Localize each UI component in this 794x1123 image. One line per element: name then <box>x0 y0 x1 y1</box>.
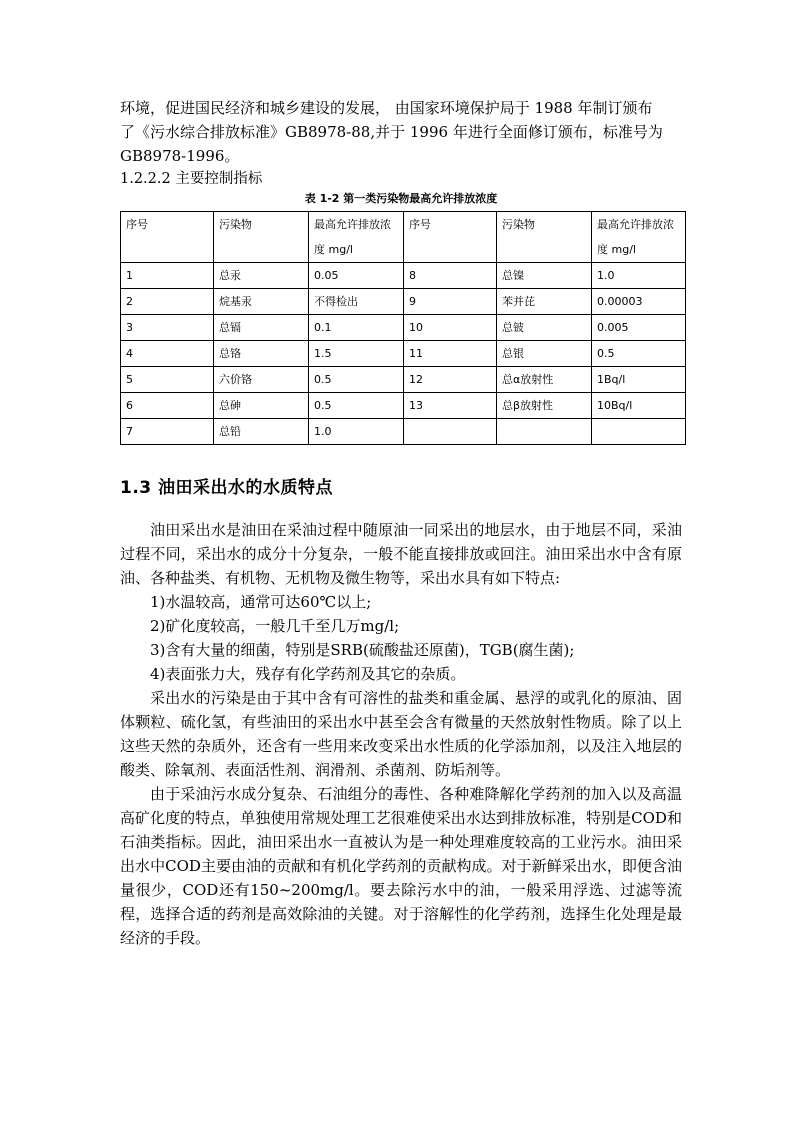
table-cell: 0.5 <box>309 367 404 393</box>
table-title: 表 1-2 第一类污染物最高允许排放浓度 <box>304 192 498 205</box>
list-item: 1)水温较高，通常可达60℃以上; <box>150 593 372 611</box>
table-cell: 总铬 <box>214 341 309 367</box>
table-cell: 六价铬 <box>214 367 309 393</box>
intro-line-3: GB8978-1996。 <box>120 147 240 165</box>
table-cell: 总镉 <box>214 315 309 341</box>
table-cell: 0.00003 <box>592 289 686 315</box>
table-cell: 0.1 <box>309 315 404 341</box>
table-row <box>121 289 686 315</box>
table-cell: 6 <box>121 393 214 419</box>
table-cell: 0.005 <box>592 315 686 341</box>
table-cell: 10 <box>404 315 497 341</box>
table-row <box>121 341 686 367</box>
table-cell: 总镍 <box>497 263 592 289</box>
table-cell: 0.05 <box>309 263 404 289</box>
table-row <box>121 367 686 393</box>
table-cell: 2 <box>121 289 214 315</box>
header-cell-limit: 最高允许排放浓度 mg/l <box>592 212 686 263</box>
table-cell: 4 <box>121 341 214 367</box>
table-cell: 1.0 <box>309 419 404 445</box>
table-cell: 总β放射性 <box>497 393 592 419</box>
table-cell: 11 <box>404 341 497 367</box>
table-cell: 1.5 <box>309 341 404 367</box>
table-cell: 总银 <box>497 341 592 367</box>
pollutant-table <box>120 211 686 445</box>
table-cell: 1Bq/l <box>592 367 686 393</box>
list-item: 3)含有大量的细菌，特别是SRB(硫酸盐还原菌)，TGB(腐生菌); <box>150 641 575 659</box>
table-cell <box>497 419 592 445</box>
intro-line-1: 环境，促进国民经济和城乡建设的发展， 由国家环境保护局于 1988 年制订颁布 <box>120 99 653 117</box>
table-cell: 13 <box>404 393 497 419</box>
paragraph-2: 采出水的污染是由于其中含有可溶性的盐类和重金属、悬浮的或乳化的原油、固体颗粒、硫化氢，有些油田的采出水中甚至会含有微量的天然放射性物质。除了以上这些天然的杂质外，还含有一些用来改变采出水性质的化学添加剂，以及注入地层的酸类、除氧剂、表面活性剂、润滑剂、杀菌剂、防垢剂等。 <box>120 689 682 779</box>
table-cell: 总汞 <box>214 263 309 289</box>
table-cell: 总铍 <box>497 315 592 341</box>
table-cell: 3 <box>121 315 214 341</box>
table-cell: 总α放射性 <box>497 367 592 393</box>
section-title: 1.3 油田采出水的水质特点 <box>120 478 334 498</box>
table-cell: 7 <box>121 419 214 445</box>
table-cell: 8 <box>404 263 497 289</box>
header-cell-limit: 最高允许排放浓度 mg/l <box>309 212 404 263</box>
table-cell: 10Bq/l <box>592 393 686 419</box>
table-cell: 总铅 <box>214 419 309 445</box>
header-cell-pollutant: 污染物 <box>497 212 592 263</box>
table-row <box>121 315 686 341</box>
table-cell: 总砷 <box>214 393 309 419</box>
header-cell-no: 序号 <box>404 212 497 263</box>
table-row <box>121 263 686 289</box>
intro-line-2: 了《污水综合排放标准》GB8978-88,并于 1996 年进行全面修订颁布，标准号为 <box>120 123 663 141</box>
table-cell: 9 <box>404 289 497 315</box>
list-item: 4)表面张力大，残存有化学药剂及其它的杂质。 <box>150 665 466 683</box>
table-cell: 1.0 <box>592 263 686 289</box>
list-item: 2)矿化度较高，一般几千至几万mg/l; <box>150 617 400 635</box>
table-row <box>121 419 686 445</box>
paragraph-1: 油田采出水是油田在采油过程中随原油一同采出的地层水，由于地层不同，采油过程不同，采出水的成分十分复杂，一般不能直接排放或回注。油田采出水中含有原油、各种盐类、有机物、无机物及微生物等，采出水具有如下特点: <box>120 521 682 587</box>
table-cell: 5 <box>121 367 214 393</box>
table-cell <box>592 419 686 445</box>
table-cell: 0.5 <box>309 393 404 419</box>
table-cell: 12 <box>404 367 497 393</box>
table-cell: 不得检出 <box>309 289 404 315</box>
paragraph-3: 由于采油污水成分复杂、石油组分的毒性、各种难降解化学药剂的加入以及高温高矿化度的特点，单独使用常规处理工艺很难使采出水达到排放标准，特别是COD和石油类指标。因此，油田采出水一直被认为是一种处理难度较高的工业污水。油田采出水中COD主要由油的贡献和有机化学药剂的贡献构成。对于新鲜采出水，即便含油量很少，COD还有150~200mg/l。要去除污水中的油，一般采用浮选、过滤等流程，选择合适的药剂是高效除油的关键。对于溶解性的化学药剂，选择生化处理是最经济的手段。 <box>120 785 682 947</box>
header-cell-pollutant: 污染物 <box>214 212 309 263</box>
table-cell: 苯并芘 <box>497 289 592 315</box>
table-cell: 烷基汞 <box>214 289 309 315</box>
document-page <box>120 96 682 950</box>
table-header-row <box>121 212 686 263</box>
header-cell-no: 序号 <box>121 212 214 263</box>
table-row <box>121 393 686 419</box>
table-cell: 1 <box>121 263 214 289</box>
table-cell: 0.5 <box>592 341 686 367</box>
table-cell <box>404 419 497 445</box>
subsection-heading: 1.2.2.2 主要控制指标 <box>120 171 263 187</box>
